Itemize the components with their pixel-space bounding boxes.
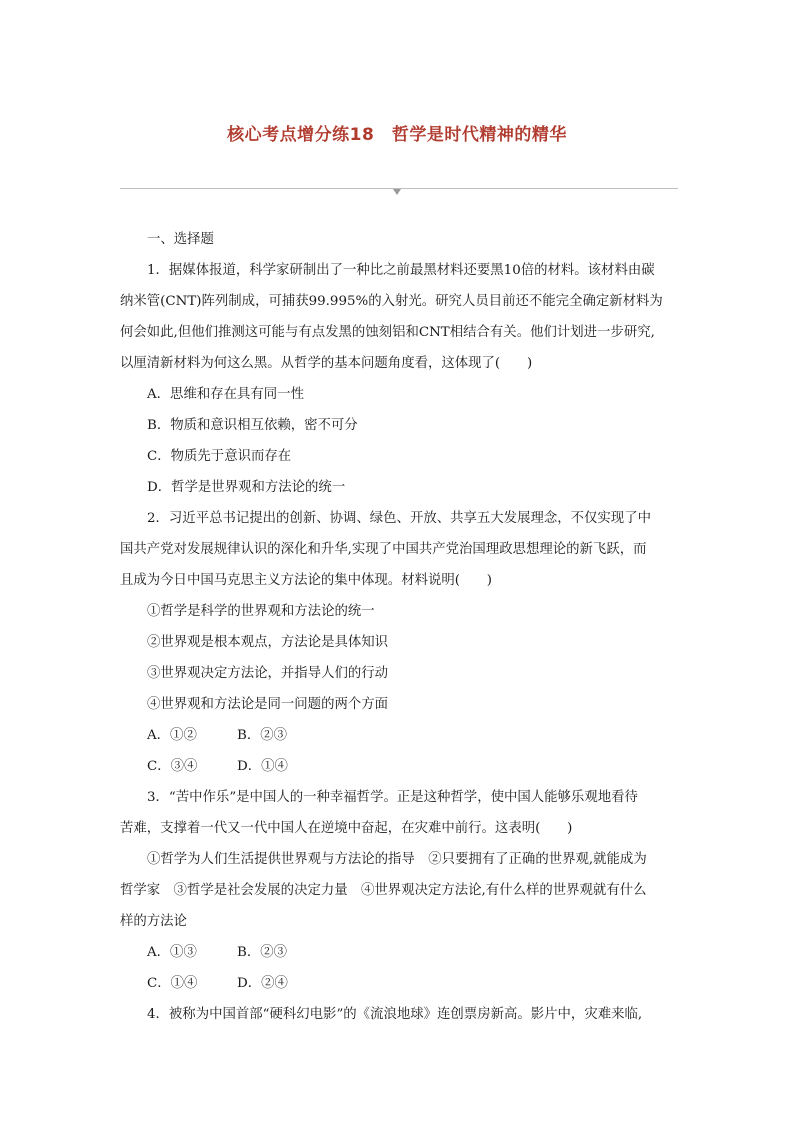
statement-4: ④世界观和方法论是同一问题的两个方面 <box>147 697 389 712</box>
option-b: B．②③ <box>237 728 288 743</box>
question-text-line: 苦难，支撑着一代又一代中国人在逆境中奋起，在灾难中前行。这表明( ) <box>120 821 573 836</box>
option-a: A．思维和存在具有同一性 <box>147 387 304 402</box>
statement-2: ②世界观是根本观点，方法论是具体知识 <box>147 635 389 650</box>
option-d: D．②④ <box>237 976 288 991</box>
question-text-line: 国共产党对发展规律认识的深化和升华,实现了中国共产党治国理政思想理论的新飞跃，而 <box>120 542 647 557</box>
option-b: B．②③ <box>237 945 288 960</box>
page-title: 核心考点增分练18 哲学是时代精神的精华 <box>227 125 567 145</box>
statement-line: 样的方法论 <box>120 914 187 929</box>
option-b: B．物质和意识相互依赖，密不可分 <box>147 418 358 433</box>
divider-triangle-icon <box>393 189 401 195</box>
option-c: C．物质先于意识而存在 <box>147 449 292 464</box>
question-text-line: 1．据媒体报道，科学家研制出了一种比之前最黑材料还要黑10倍的材料。该材料由碳 <box>147 263 655 278</box>
option-a: A．①③ <box>147 945 197 960</box>
options-row <box>120 968 680 999</box>
option-d: D．①④ <box>237 759 288 774</box>
question-2 <box>120 503 680 782</box>
question-text-line: 何会如此,但他们推测这可能与有点发黑的蚀刻铝和CNT相结合有关。他们计划进一步研究, <box>120 325 655 340</box>
question-text-line: 且成为今日中国马克思主义方法论的集中体现。材料说明( ) <box>120 573 492 588</box>
options-row <box>120 720 680 751</box>
statement-line: 哲学家 ③哲学是社会发展的决定力量 ④世界观决定方法论,有什么样的世界观就有什么 <box>120 883 647 898</box>
option-c: C．①④ <box>147 976 198 991</box>
option-d: D．哲学是世界观和方法论的统一 <box>147 480 346 495</box>
statement-line: ①哲学为人们生活提供世界观与方法论的指导 ②只要拥有了正确的世界观,就能成为 <box>147 852 647 867</box>
question-1 <box>120 255 680 503</box>
statement-1: ①哲学是科学的世界观和方法论的统一 <box>147 604 375 619</box>
question-text-line: 2．习近平总书记提出的创新、协调、绿色、开放、共享五大发展理念，不仅实现了中 <box>147 511 651 526</box>
question-text-line: 4．被称为中国首部“硬科幻电影”的《流浪地球》连创票房新高。影片中，灾难来临, <box>147 1007 643 1022</box>
question-4 <box>120 999 680 1030</box>
option-a: A．①② <box>147 728 197 743</box>
option-c: C．③④ <box>147 759 198 774</box>
question-text-line: 以厘清新材料为何这么黑。从哲学的基本问题角度看，这体现了( ) <box>120 356 533 371</box>
question-text-line: 纳米管(CNT)阵列制成，可捕获99.995%的入射光。研究人员目前还不能完全确定新材料为 <box>120 294 663 309</box>
options-row <box>120 751 680 782</box>
question-3 <box>120 782 680 999</box>
question-text-line: 3．“苦中作乐”是中国人的一种幸福哲学。正是这种哲学，使中国人能够乐观地看待 <box>147 790 638 805</box>
section-heading: 一、选择题 <box>147 232 214 247</box>
options-row <box>120 937 680 968</box>
statement-3: ③世界观决定方法论，并指导人们的行动 <box>147 666 389 681</box>
document-body <box>120 224 680 1030</box>
